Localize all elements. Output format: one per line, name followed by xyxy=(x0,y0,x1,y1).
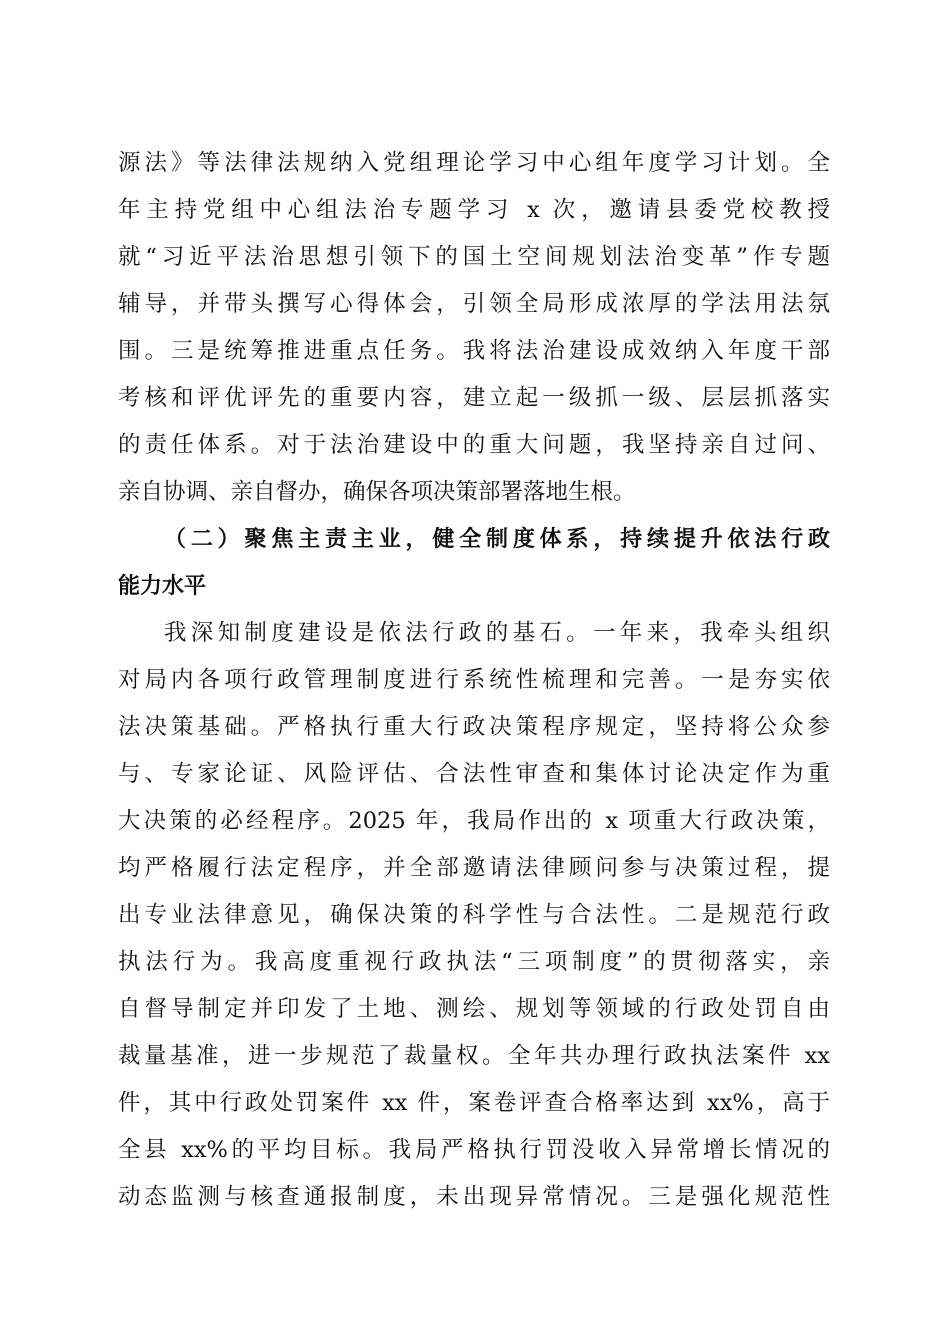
text-line: 亲自协调、亲自督办，确保各项决策部署落地生根。 xyxy=(118,479,636,505)
text-line: 执法行为。我高度重视行政执法“三项制度”的贯彻落实，亲 xyxy=(118,949,830,975)
text-line: 就“习近平法治思想引领下的国土空间规划法治变革”作专题 xyxy=(118,244,830,270)
text-line: 辅导，并带头撰写心得体会，引领全局形成浓厚的学法用法氛 xyxy=(118,291,830,317)
text-line: 我深知制度建设是依法行政的基石。一年来，我牵头组织 xyxy=(164,620,830,646)
text-line: 大决策的必经程序。2025 年，我局作出的 x 项重大行政决策， xyxy=(118,808,830,834)
text-line: 围。三是统筹推进重点任务。我将法治建设成效纳入年度干部 xyxy=(118,338,830,364)
text-line: 自督导制定并印发了土地、测绘、规划等领域的行政处罚自由 xyxy=(118,996,830,1022)
text-line: 源法》等法律法规纳入党组理论学习中心组年度学习计划。全 xyxy=(118,150,830,176)
text-line: 的责任体系。对于法治建设中的重大问题，我坚持亲自过问、 xyxy=(118,432,830,458)
heading-line: 能力水平 xyxy=(118,574,207,599)
text-line: 与、专家论证、风险评估、合法性审查和集体讨论决定作为重 xyxy=(118,761,830,787)
text-line: 法决策基础。严格执行重大行政决策程序规定，坚持将公众参 xyxy=(118,714,830,740)
text-line: 全县 xx%的平均目标。我局严格执行罚没收入异常增长情况的 xyxy=(118,1137,830,1163)
text-line: 件，其中行政处罚案件 xx 件，案卷评查合格率达到 xx%，高于 xyxy=(118,1090,830,1116)
text-line: 均严格履行法定程序，并全部邀请法律顾问参与决策过程，提 xyxy=(118,855,830,881)
heading-line: （二）聚焦主责主业，健全制度体系，持续提升依法行政 xyxy=(164,527,830,552)
text-line: 考核和评优评先的重要内容，建立起一级抓一级、层层抓落实 xyxy=(118,385,830,411)
section-heading xyxy=(118,516,830,610)
text-line: 出专业法律意见，确保决策的科学性与合法性。二是规范行政 xyxy=(118,902,830,928)
text-line: 裁量基准，进一步规范了裁量权。全年共办理行政执法案件 xx xyxy=(118,1043,830,1069)
text-line: 动态监测与核查通报制度，未出现异常情况。三是强化规范性 xyxy=(118,1184,830,1210)
paragraph-1 xyxy=(118,140,830,516)
text-line: 年主持党组中心组法治专题学习 x 次，邀请县委党校教授 xyxy=(118,197,830,223)
text-line: 对局内各项行政管理制度进行系统性梳理和完善。一是夯实依 xyxy=(118,667,830,693)
document-body xyxy=(118,140,830,1221)
paragraph-2 xyxy=(118,610,830,1221)
